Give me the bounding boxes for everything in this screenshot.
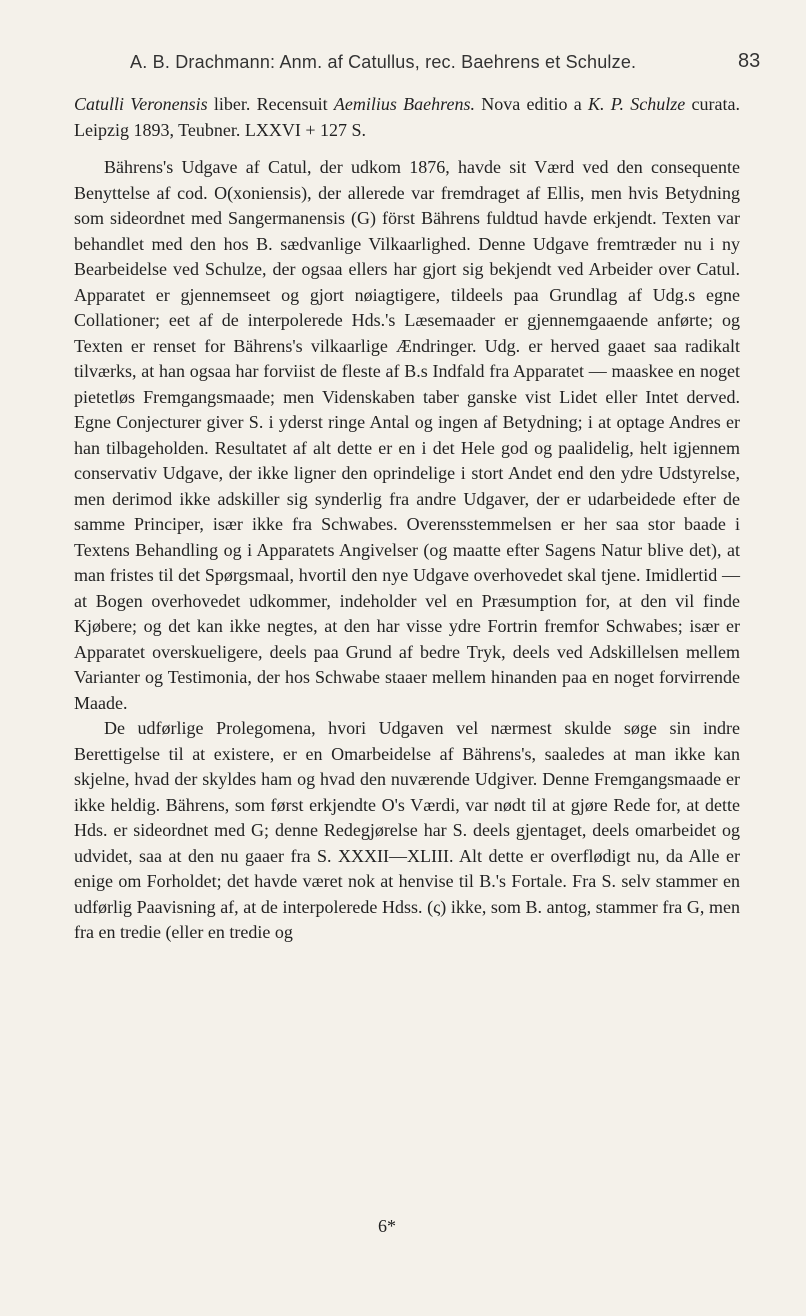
- signature-mark: 6*: [378, 1216, 396, 1236]
- page-number: 83: [738, 50, 761, 72]
- page-body: [74, 92, 740, 946]
- bibliographic-citation: [74, 92, 740, 143]
- citation-text-3: curata. Leipzig 1893, Teubner. LXXVI + 127 S.: [74, 94, 740, 140]
- citation-curator: K. P. Schulze: [588, 94, 686, 114]
- citation-editor: Aemilius Baehrens.: [333, 94, 475, 114]
- citation-title: Catulli Veronensis: [74, 94, 208, 114]
- citation-text-1: liber. Recensuit: [207, 94, 334, 114]
- running-head: A. B. Drachmann: Anm. af Catullus, rec. Baehrens et Schulze.: [130, 52, 637, 72]
- paragraph-1: Bährens's Udgave af Catul, der udkom 1876, havde sit Værd ved den consequente Benyttelse af cod. O(xoniensis), der allerede var fremdraget af Ellis, men hvis Betydning som sideordnet med Sangermanensis (G) först Bährens fuldtud havde erkjendt. Texten var behandlet med den hos B. sædvanlige Vilkaarlighed. Denne Udgave fremtræder nu i ny Bearbeidelse ved Schulze, der ogsaa ellers har gjort sig bekjendt ved Arbeider over Catul. Apparatet er gjennemseet og gjort nøiagtigere, tildeels paa Grundlag af Udg.s egne Collationer; eet af de interpolerede Hds.'s Læsemaader er gjennemgaaende anførte; og Texten er renset for Bährens's vilkaarlige Ændringer. Udg. er herved gaaet saa radikalt tilværks, at han ogsaa har forviist de fleste af B.s Indfald fra Apparatet — maaskee en noget pietetløs Fremgangsmaade; men Videnskaben taber ganske vist Lidet eller Intet derved. Egne Conjecturer giver S. i yderst ringe Antal og ingen af Betydning; i at optage Andres er han tilbageholden. Resultatet af alt dette er en i det Hele god og paalidelig, helt igjennem conservativ Udgave, der ikke ligner den oprindelige i stort Andet end den ydre Udstyrelse, men derimod ikke adskiller sig synderlig fra andre Udgaver, der er udarbeidede efter de samme Principer, især ikke fra Schwabes. Overensstemmelsen er her saa stor baade i Textens Behandling og i Apparatets Angivelser (og maatte efter Sagens Natur blive det), at man fristes til det Spørgsmaal, hvortil den nye Udgave overhovedet skal tjene. Imidlertid — at Bogen overhovedet udkommer, indeholder vel en Præsumption for, at den vil finde Kjøbere; og det kan ikke negtes, at den har visse ydre Fortrin fremfor Schwabes; især er Apparatet overskueligere, deels paa Grund af bedre Tryk, deels ved Adskillelsen mellem Varianter og Testimonia, der hos Schwabe staaer mellem hinanden paa en noget forvirrende Maade.: [74, 157, 740, 713]
- citation-text-2: Nova editio a: [474, 94, 589, 114]
- paragraph-2: De udførlige Prolegomena, hvori Udgaven vel nærmest skulde søge sin indre Berettigelse til at existere, er en Omarbeidelse af Bährens's, saaledes at man ikke kan skjelne, hvad der skyldes ham og hvad den nuværende Udgiver. Denne Fremgangsmaade er ikke heldig. Bährens, som først erkjendte O's Værdi, var nødt til at gjøre Rede for, at dette Hds. er sideordnet med G; denne Redegjørelse har S. deels gjentaget, deels omarbeidet og udvidet, saa at den nu gaaer fra S. XXXII—XLIII. Alt dette er overflødigt nu, da Alle er enige om Forholdet; det havde været nok at henvise til B.'s Fortale. Fra S. selv stammer en udførlig Paavisning af, at de interpolerede Hdss. (ς) ikke, som B. antog, stammer fra G, men fra en tredie (eller en tredie og: [74, 718, 740, 942]
